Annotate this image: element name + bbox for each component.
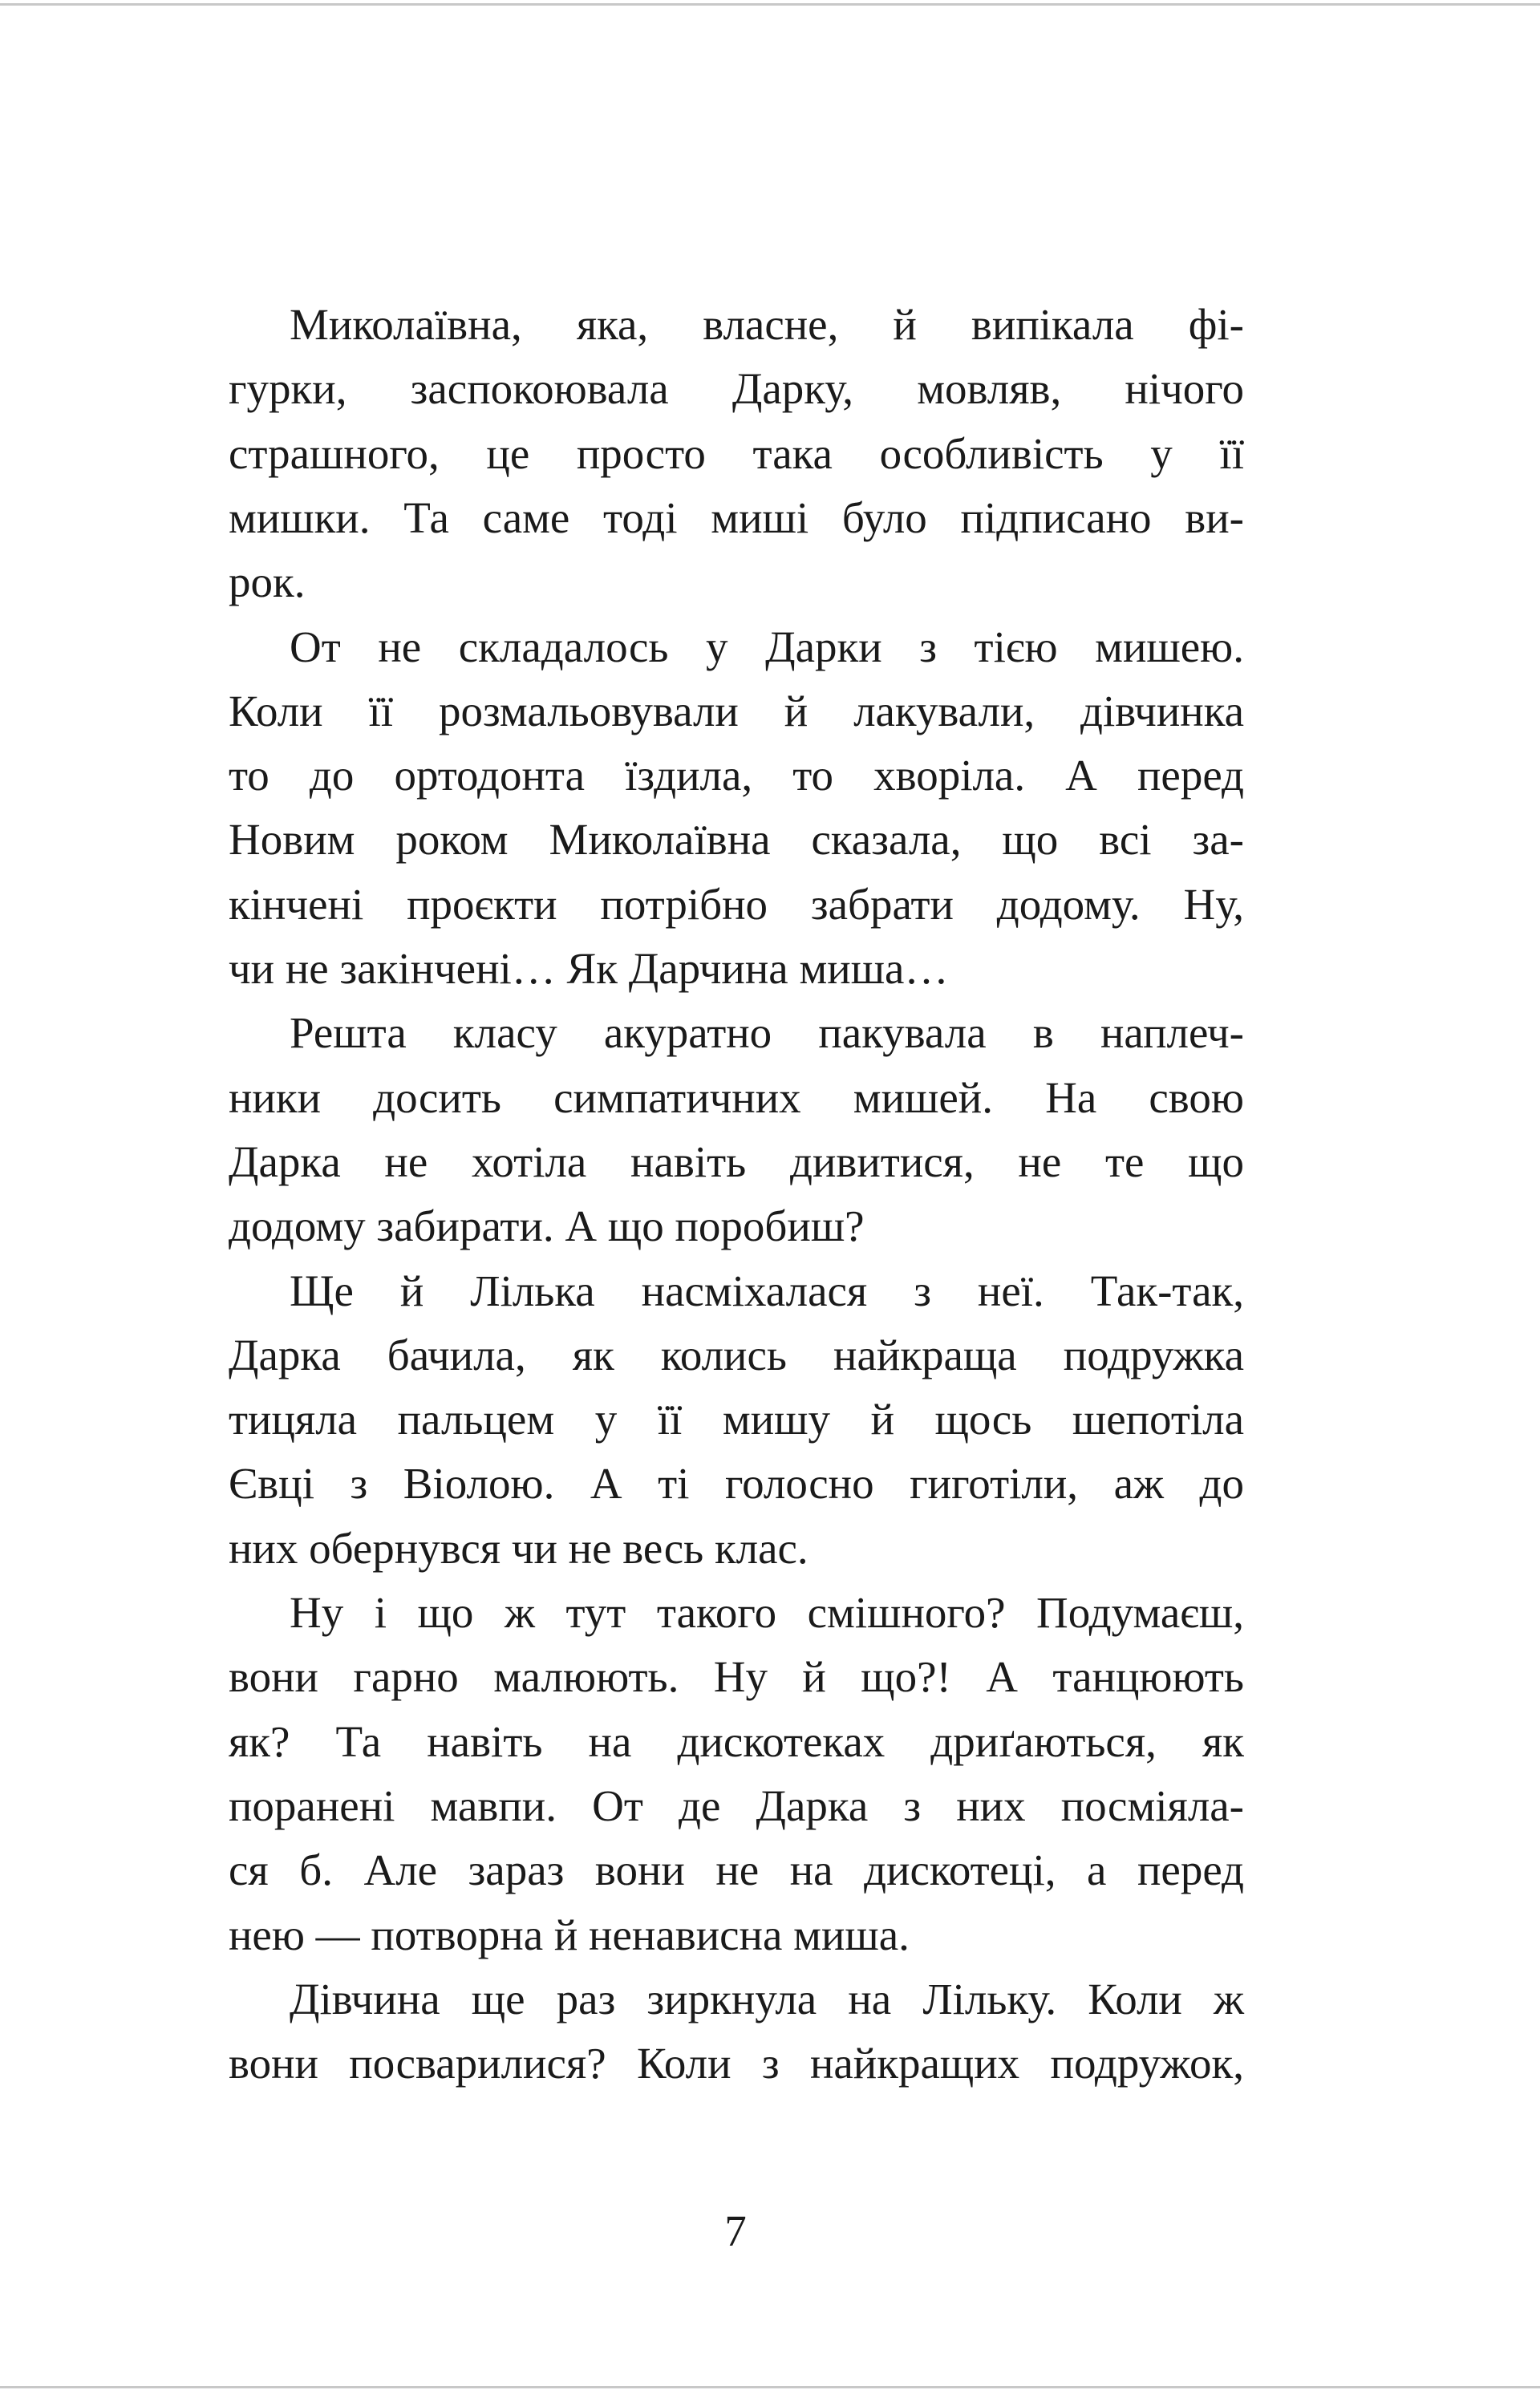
bottom-border: [0, 2386, 1540, 2388]
text-line: гурки, заспокоювала Дарку, мовляв, нічого: [229, 364, 1244, 414]
text-line: ники досить симпатичних мишей. На свою: [229, 1072, 1244, 1122]
text-line: рок.: [229, 557, 306, 607]
text-line: поранені мавпи. От де Дарка з них посміяла-: [229, 1780, 1244, 1830]
text-line: нею — потворна й ненависна миша.: [229, 1910, 910, 1959]
text-line: додому забирати. А що поробиш?: [229, 1201, 865, 1251]
text-line: Миколаївна, яка, власне, й випікала фі-: [290, 300, 1244, 349]
text-line: Новим роком Миколаївна сказала, що всі за-: [229, 815, 1244, 865]
text-line: страшного, це просто така особливість у її: [229, 428, 1244, 478]
text-line: Євці з Віолою. А ті голосно гиготіли, аж до: [229, 1459, 1244, 1509]
text-line: кінчені проєкти потрібно забрати додому. Ну,: [229, 879, 1244, 929]
text-line: Дарка не хотіла навіть дивитися, не те що: [229, 1136, 1244, 1186]
text-line: як? Та навіть на дискотеках дриґаються, як: [229, 1716, 1244, 1766]
text-line: них обернувся чи не весь клас.: [229, 1523, 808, 1573]
top-border: [0, 3, 1540, 6]
text-line: вони посварилися? Коли з найкращих подружок,: [229, 2039, 1244, 2088]
text-line: Ну і що ж тут такого смішного? Подумаєш,: [290, 1588, 1244, 1637]
text-line: Дарка бачила, як колись найкраща подружка: [229, 1330, 1244, 1379]
text-line: Коли її розмальовували й лакували, дівчинка: [229, 686, 1244, 735]
text-line: Ще й Лілька насміхалася з неї. Так-так,: [290, 1266, 1244, 1315]
text-line: тицяла пальцем у її мишу й щось шепотіла: [229, 1395, 1244, 1444]
text-line: мишки. Та саме тоді миші було підписано ви-: [229, 492, 1244, 542]
text-line: От не складалось у Дарки з тією мишею.: [290, 622, 1244, 671]
page-number: 7: [724, 2206, 747, 2255]
text-line: вони гарно малюють. Ну й що?! А танцюють: [229, 1652, 1244, 1702]
text-line: ся б. Але зараз вони не на дискотеці, а перед: [229, 1845, 1244, 1895]
text-line: Решта класу акуратно пакувала в наплеч-: [290, 1008, 1244, 1058]
text-line: Дівчина ще раз зиркнула на Лільку. Коли ж: [290, 1974, 1244, 2023]
text-line: то до ортодонта їздила, то хворіла. А перед: [229, 751, 1244, 800]
text-line: чи не закінчені… Як Дарчина миша…: [229, 944, 949, 993]
